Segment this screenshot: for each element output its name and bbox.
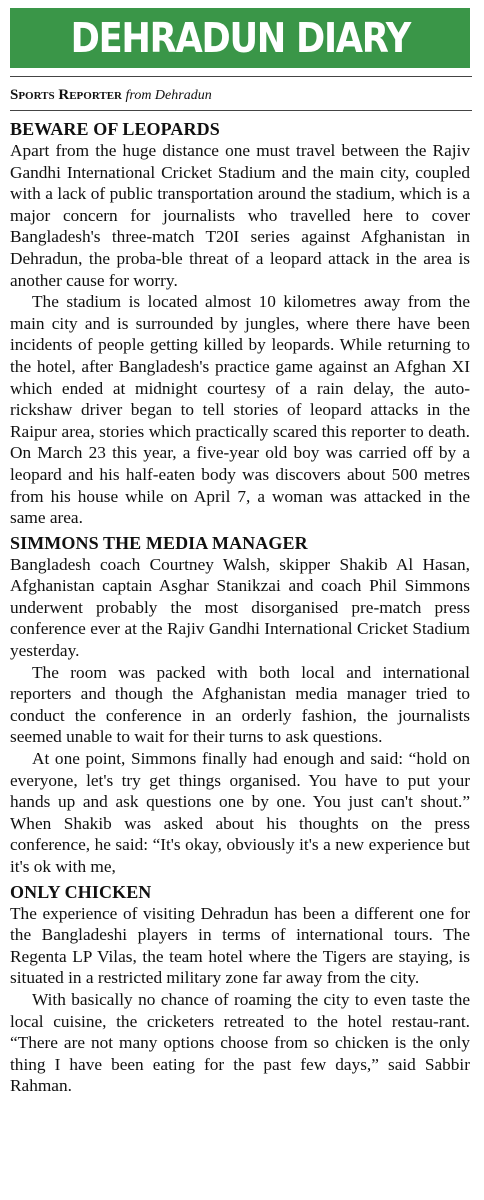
column-title: DEHRADUN DIARY	[70, 13, 410, 62]
paragraph: The stadium is located almost 10 kilometres away from the main city and is surrounded by jungles, where there have been incidents of people getting killed by leopards. While returning to the hotel, after Bangladesh's practice game against an Afghan XI which ended at midnight courtesy of a rain delay, the auto-rickshaw driver began to tell stories of leopard attacks in the Raipur area, stories which practically scared this reporter to death. On March 23 this year, a five-year old boy was carried off by a leopard and his half-eaten body was discovers about 500 metres from his house while on April 7, a woman was attacked in the same area.	[10, 292, 470, 528]
article-body	[10, 118, 470, 1097]
paragraph: Bangladesh coach Courtney Walsh, skipper Shakib Al Hasan, Afghanistan captain Asghar Stanikzai and coach Phil Simmons underwent probably the most disorganised pre-match press conference ever at the Rajiv Gandhi International Cricket Stadium yesterday.	[10, 554, 470, 661]
section-only-chicken	[10, 881, 470, 1097]
top-divider	[10, 76, 472, 77]
paragraph: The room was packed with both local and international reporters and though the Afghanistan media manager tried to conduct the conference in an orderly fashion, the journalists seemed unable to wait for their turns to ask questions.	[10, 662, 470, 747]
byline	[10, 86, 212, 105]
paragraph: Apart from the huge distance one must travel between the Rajiv Gandhi International Cricket Stadium and the main city, coupled with a lack of public transportation around the stadium, which is a major concern for journalists who travelled here to cover Bangladesh's three-match T20I series against Afghanistan in Dehradun, the proba-ble threat of a leopard attack in the area is another cause for worry.	[10, 141, 470, 290]
column-banner	[10, 8, 470, 68]
section-heading: SIMMONS THE MEDIA MANAGER	[10, 532, 308, 553]
section-heading: ONLY CHICKEN	[10, 881, 152, 902]
byline-divider	[10, 110, 472, 111]
paragraph: The experience of visiting Dehradun has been a different one for the Bangladeshi players in terms of international tours. The Regenta LP Vilas, the team hotel where the Tigers are staying, is situated in a restricted military zone far away from the city.	[10, 903, 470, 988]
byline-role: Sports Reporter	[10, 87, 122, 103]
paragraph: At one point, Simmons finally had enough and said: “hold on everyone, let's try get things organised. You have to put your hands up and ask questions one by one. You just can't shout.” When Shakib was asked about his thoughts on the press conference, he said: “It's okay, obviously it's a new experience but it's ok with me,	[10, 749, 470, 876]
byline-place: from Dehradun	[125, 88, 212, 103]
paragraph: With basically no chance of roaming the city to even taste the local cuisine, the cricketers retreated to the hotel restau-rant. “There are not many options choose from so chicken is the only thing I have been eating for the past few days,” said Sabbir Rahman.	[10, 989, 470, 1096]
section-simmons-media-manager	[10, 532, 470, 878]
section-heading: BEWARE OF LEOPARDS	[10, 119, 220, 139]
section-beware-of-leopards	[10, 118, 470, 529]
